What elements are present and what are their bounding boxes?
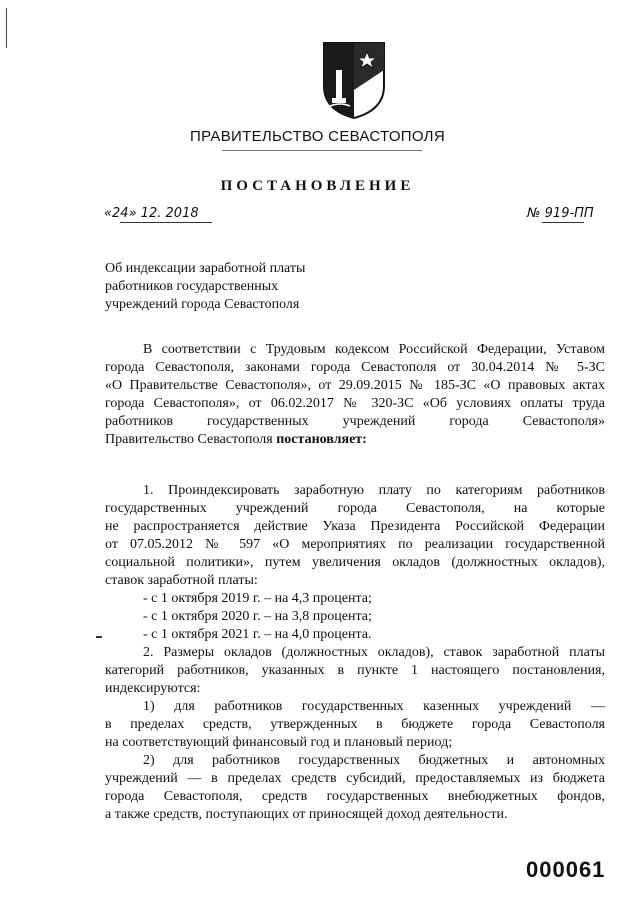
indexation-rate-item: - с 1 октября 2019 г. – на 4,3 процента; [143, 591, 372, 606]
item-1-line: социальной политики», путем увеличения окладов (должностных окладов), [105, 555, 605, 570]
sub-item-1-line: в пределах средств, утвержденных в бюджете города Севастополя [105, 717, 605, 732]
item-1-line: не распространяется действие Указа Президента Российской Федерации [105, 519, 605, 534]
item-2 [105, 644, 605, 824]
item-2-line: категорий работников, указанных в пункте 1 настоящего постановления, [105, 663, 605, 678]
item-1-line: государственных учреждений города Севастополя, на которые [105, 501, 605, 516]
preamble-line: работников государственных учреждений города Севастополя» [105, 414, 605, 429]
preamble-line: Правительство Севастополя [105, 432, 277, 447]
number-underline [542, 222, 584, 223]
margin-dash [96, 636, 102, 638]
sub-item-1-line: 1) для работников государственных казенных учреждений — [143, 699, 605, 714]
government-title: ПРАВИТЕЛЬСТВО СЕВАСТОПОЛЯ [190, 128, 445, 145]
item-1 [105, 482, 605, 644]
title-underline [222, 150, 422, 151]
document-date [104, 206, 199, 222]
preamble-line: города Севастополя», от 06.02.2017 № 320-ЗС «Об условиях оплаты труда [105, 396, 605, 411]
preamble-line: В соответствии с Трудовым кодексом Российской Федерации, Уставом [143, 342, 605, 357]
handwritten-date: «24» 12. 2018 [104, 206, 199, 221]
sub-item-2-line: а также средств, поступающих от приносящей доход деятельности. [105, 807, 508, 822]
serial-number: 000061 [526, 857, 606, 882]
coat-of-arms-emblem [320, 40, 388, 120]
preamble [105, 341, 605, 449]
sub-item-2-line: учреждений — в пределах средств субсидий, предоставляемых из бюджета [105, 771, 605, 786]
preamble-line: «О Правительстве Севастополя», от 29.09.2015 № 185-ЗС «О правовых актах [105, 378, 605, 393]
sub-item-2-line: 2) для работников государственных бюджетных и автономных [143, 753, 605, 768]
document-number [527, 206, 594, 222]
preamble-line: города Севастополя, законами города Севастополя от 30.04.2014 № 5-ЗС [105, 360, 605, 375]
date-underline [120, 222, 212, 223]
handwritten-number: № 919-ПП [527, 206, 594, 221]
item-1-line: от 07.05.2012 № 597 «О мероприятиях по реализации государственной [105, 537, 605, 552]
item-2-line: индексируются: [105, 681, 201, 696]
item-1-line: 1. Проиндексировать заработную плату по категориям работников [143, 483, 605, 498]
margin-rule [6, 8, 7, 48]
item-1-line: ставок заработной платы: [105, 573, 258, 588]
document-subject: Об индексации заработной платы работников государственных учреждений города Севастополя [105, 261, 306, 312]
sub-item-1-line: на соответствующий финансовый год и плановый период; [105, 735, 453, 750]
indexation-rate-item: - с 1 октября 2021 г. – на 4,0 процента. [143, 627, 372, 642]
sub-item-2-line: города Севастополя, средств государственных внебюджетных фондов, [105, 789, 605, 804]
document-type-heading: ПОСТАНОВЛЕНИЕ [220, 178, 415, 194]
resolves-keyword: постановляет: [276, 432, 367, 447]
item-2-line: 2. Размеры окладов (должностных окладов), ставок заработной платы [143, 645, 605, 660]
preamble-last-line [105, 431, 605, 449]
indexation-rate-item: - с 1 октября 2020 г. – на 3,8 процента; [143, 609, 372, 624]
